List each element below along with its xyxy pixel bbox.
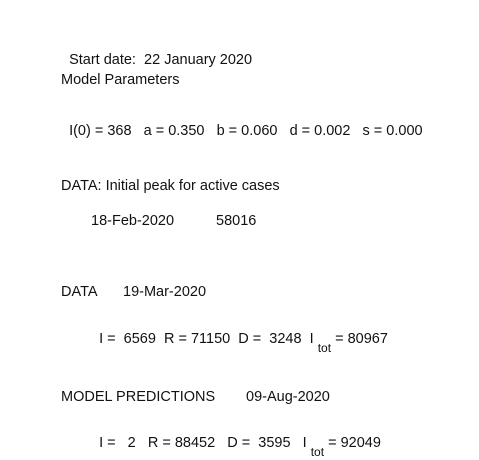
model-predictions-label: MODEL PREDICTIONS [61,389,216,405]
data-itot-subscript: tot [317,340,332,355]
param-s: s = 0.000 [362,122,423,139]
data-section-date: 19-Mar-2020 [123,284,207,300]
initial-peak-value: 58016 [216,213,257,229]
param-d: d = 0.002 [289,122,351,139]
data-I: I = 6569 [99,330,156,347]
start-date-line [61,38,252,67]
model-predictions-values [91,421,381,459]
pred-itot-prefix: I [302,434,307,451]
start-date-value: 22 January 2020 [144,51,253,68]
data-section-label: DATA [61,284,98,300]
pred-R: R = 88452 [147,434,216,451]
data-R: R = 71150 [163,330,231,347]
initial-peak-heading: DATA: Initial peak for active cases [61,178,280,194]
start-date-label: Start date: [69,51,136,68]
pred-I: I = 2 [99,434,136,451]
pred-itot-subscript: tot [310,444,325,459]
model-predictions-date: 09-Aug-2020 [246,389,330,405]
pred-D: D = 3595 [227,434,291,451]
param-b: b = 0.060 [216,122,278,139]
initial-peak-date: 18-Feb-2020 [91,213,175,229]
param-a: a = 0.350 [143,122,205,139]
param-i0: I(0) = 368 [69,122,132,139]
data-D: D = 3248 [238,330,302,347]
model-parameters-values [61,109,423,138]
model-parameters-heading: Model Parameters [61,72,180,88]
data-itot-value: = 80967 [335,330,388,347]
data-itot-prefix: I [309,330,314,347]
pred-itot-value: = 92049 [328,434,381,451]
data-section-values [91,317,388,355]
